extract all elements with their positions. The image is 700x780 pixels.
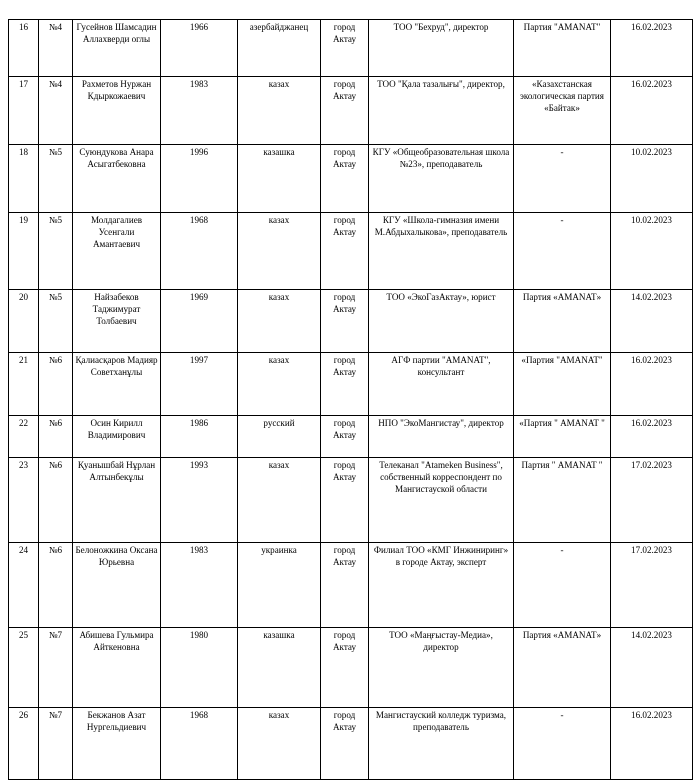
row-cell-number: 17 <box>9 77 39 145</box>
row-cell-nationality: азербайджанец <box>238 20 321 77</box>
row-cell-district: №4 <box>39 77 73 145</box>
row-cell-district: №4 <box>39 20 73 77</box>
row-cell-date: 16.02.2023 <box>611 77 693 145</box>
row-cell-residence: город Актау <box>321 708 369 780</box>
row-cell-party: - <box>514 145 611 213</box>
row-cell-nationality: казах <box>238 290 321 353</box>
row-cell-workplace: Телеканал "Atameken Business", собственный корреспондент по Мангистауской области <box>369 458 514 543</box>
row-cell-workplace: ТОО "Қала тазалығы", директор, <box>369 77 514 145</box>
row-cell-workplace: НПО "ЭкоМангистау", директор <box>369 416 514 458</box>
row-cell-residence: город Актау <box>321 416 369 458</box>
row-cell-birthyear: 1983 <box>161 77 238 145</box>
row-cell-residence: город Актау <box>321 353 369 416</box>
row-cell-date: 14.02.2023 <box>611 628 693 708</box>
registration-table-container <box>8 19 692 780</box>
row-cell-fullname: Бекжанов Азат Нургельдиевич <box>73 708 161 780</box>
row-cell-party: Партия «AMANAT» <box>514 628 611 708</box>
row-cell-birthyear: 1996 <box>161 145 238 213</box>
row-cell-party: Партия «AMANAT» <box>514 290 611 353</box>
row-cell-nationality: казах <box>238 353 321 416</box>
row-cell-district: №6 <box>39 458 73 543</box>
row-cell-party: «Партия "AMANAT" <box>514 353 611 416</box>
row-cell-birthyear: 1969 <box>161 290 238 353</box>
row-cell-residence: город Актау <box>321 77 369 145</box>
row-cell-date: 14.02.2023 <box>611 290 693 353</box>
table-row <box>9 145 693 213</box>
table-row <box>9 213 693 290</box>
row-cell-district: №5 <box>39 213 73 290</box>
row-cell-nationality: русский <box>238 416 321 458</box>
row-cell-number: 22 <box>9 416 39 458</box>
row-cell-nationality: казашка <box>238 628 321 708</box>
row-cell-fullname: Осин Кирилл Владимирович <box>73 416 161 458</box>
candidate-registration-table <box>8 19 693 780</box>
row-cell-workplace: КГУ «Общеобразовательная школа №23», преподаватель <box>369 145 514 213</box>
row-cell-number: 16 <box>9 20 39 77</box>
row-cell-workplace: ТОО «ЭкоГазАктау», юрист <box>369 290 514 353</box>
row-cell-number: 19 <box>9 213 39 290</box>
row-cell-fullname: Белоножкина Оксана Юрьевна <box>73 543 161 628</box>
row-cell-nationality: казашка <box>238 145 321 213</box>
row-cell-date: 17.02.2023 <box>611 458 693 543</box>
row-cell-fullname: Абишева Гульмира Айткеновна <box>73 628 161 708</box>
row-cell-fullname: Рахметов Нуржан Кдыркожаевич <box>73 77 161 145</box>
row-cell-party: «Казахстанская экологическая партия «Байтак» <box>514 77 611 145</box>
row-cell-fullname: Қалиасқаров Мадияр Советханұлы <box>73 353 161 416</box>
row-cell-district: №7 <box>39 628 73 708</box>
row-cell-number: 24 <box>9 543 39 628</box>
row-cell-workplace: Филиал ТОО «КМГ Инжиниринг» в городе Актау, эксперт <box>369 543 514 628</box>
row-cell-party: - <box>514 543 611 628</box>
row-cell-number: 21 <box>9 353 39 416</box>
table-row <box>9 628 693 708</box>
row-cell-number: 18 <box>9 145 39 213</box>
row-cell-birthyear: 1980 <box>161 628 238 708</box>
row-cell-district: №6 <box>39 416 73 458</box>
row-cell-date: 10.02.2023 <box>611 145 693 213</box>
row-cell-district: №5 <box>39 145 73 213</box>
row-cell-nationality: казах <box>238 77 321 145</box>
row-cell-district: №6 <box>39 543 73 628</box>
row-cell-fullname: Гусейнов Шамсадин Аллахверди оглы <box>73 20 161 77</box>
row-cell-workplace: Мангистауский колледж туризма, преподаватель <box>369 708 514 780</box>
row-cell-party: - <box>514 708 611 780</box>
table-row <box>9 458 693 543</box>
table-row <box>9 290 693 353</box>
row-cell-birthyear: 1966 <box>161 20 238 77</box>
row-cell-residence: город Актау <box>321 20 369 77</box>
row-cell-fullname: Молдагалиев Усенгали Амантаевич <box>73 213 161 290</box>
row-cell-residence: город Актау <box>321 213 369 290</box>
row-cell-nationality: казах <box>238 708 321 780</box>
row-cell-date: 16.02.2023 <box>611 20 693 77</box>
row-cell-fullname: Қуанышбай Нұрлан Алтынбекұлы <box>73 458 161 543</box>
row-cell-workplace: АГФ партии "AMANAT", консультант <box>369 353 514 416</box>
row-cell-residence: город Актау <box>321 145 369 213</box>
row-cell-birthyear: 1968 <box>161 213 238 290</box>
row-cell-number: 23 <box>9 458 39 543</box>
row-cell-birthyear: 1968 <box>161 708 238 780</box>
row-cell-district: №6 <box>39 353 73 416</box>
row-cell-workplace: ТОО «Маңғыстау-Медиа», директор <box>369 628 514 708</box>
row-cell-date: 17.02.2023 <box>611 543 693 628</box>
row-cell-workplace: КГУ «Школа-гимназия имени М.Абдыхалыкова», преподаватель <box>369 213 514 290</box>
table-body <box>9 20 693 780</box>
table-row <box>9 353 693 416</box>
table-row <box>9 77 693 145</box>
row-cell-date: 10.02.2023 <box>611 213 693 290</box>
row-cell-nationality: казах <box>238 458 321 543</box>
row-cell-residence: город Актау <box>321 290 369 353</box>
row-cell-nationality: украинка <box>238 543 321 628</box>
table-row <box>9 416 693 458</box>
row-cell-date: 16.02.2023 <box>611 416 693 458</box>
row-cell-residence: город Актау <box>321 458 369 543</box>
row-cell-party: Партия "AMANAT" <box>514 20 611 77</box>
row-cell-number: 20 <box>9 290 39 353</box>
row-cell-number: 26 <box>9 708 39 780</box>
row-cell-fullname: Суюндукова Анара Асыгатбековна <box>73 145 161 213</box>
row-cell-birthyear: 1983 <box>161 543 238 628</box>
row-cell-number: 25 <box>9 628 39 708</box>
table-row <box>9 20 693 77</box>
row-cell-district: №7 <box>39 708 73 780</box>
row-cell-party: «Партия " AMANAT " <box>514 416 611 458</box>
table-row <box>9 543 693 628</box>
row-cell-district: №5 <box>39 290 73 353</box>
row-cell-birthyear: 1986 <box>161 416 238 458</box>
row-cell-birthyear: 1997 <box>161 353 238 416</box>
row-cell-residence: город Актау <box>321 628 369 708</box>
row-cell-nationality: казах <box>238 213 321 290</box>
row-cell-party: Партия " AMANAT " <box>514 458 611 543</box>
row-cell-date: 16.02.2023 <box>611 708 693 780</box>
row-cell-party: - <box>514 213 611 290</box>
row-cell-fullname: Найзабеков Таджимурат Толбаевич <box>73 290 161 353</box>
row-cell-birthyear: 1993 <box>161 458 238 543</box>
row-cell-residence: город Актау <box>321 543 369 628</box>
row-cell-date: 16.02.2023 <box>611 353 693 416</box>
row-cell-workplace: ТОО "Бехруд", директор <box>369 20 514 77</box>
table-row <box>9 708 693 780</box>
